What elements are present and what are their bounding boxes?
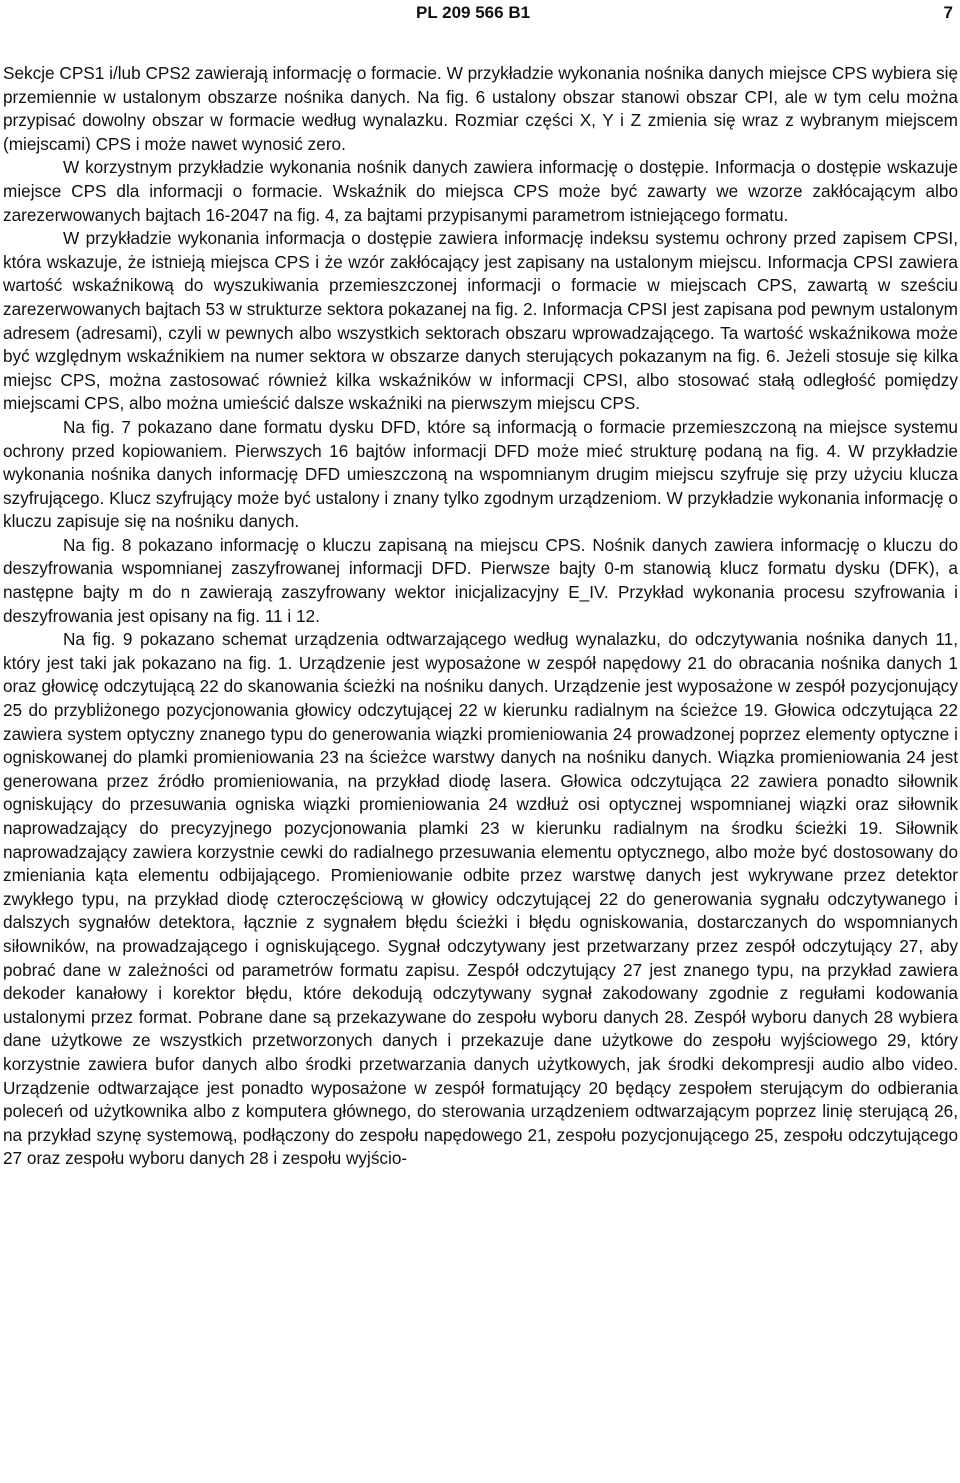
patent-number: PL 209 566 B1 <box>416 3 531 22</box>
paragraph: W przykładzie wykonania informacja o dostępie zawiera informację indeksu systemu ochrony przed zapisem CPSI, która wskazuje, że istnieją miejsca CPS i że wzór zakłócający jest zapisany na ustalonym miejscu. Informacja CPSI zawiera wartość wskaźnikową do wyszukiwania przemieszczonej informacji o formacie w miejscach CPS, zawartą w sześciu zarezerwowanych bajtach 53 w strukturze sektora pokazanej na fig. 2. Informacja CPSI jest zapisana pod pewnym ustalonym adresem (adresami), czyli w pewnych albo wszystkich sektorach obszaru wprowadzającego. Ta wartość wskaźnikowa może być względnym wskaźnikiem na numer sektora w obszarze danych sterujących pokazanym na fig. 6. Jeżeli stosuje się kilka miejsc CPS, można zastosować również kilka wskaźników w informacji CPSI, albo stosować stałą odległość pomiędzy miejscami CPS, albo można umieścić dalsze wskaźniki na pierwszym miejscu CPS. <box>3 228 958 414</box>
page-header <box>0 0 960 40</box>
paragraph: W korzystnym przykładzie wykonania nośnik danych zawiera informację o dostępie. Informacja o dostępie wskazuje miejsce CPS dla informacji o formacie. Wskaźnik do miejsca CPS może być zawarty we wzorze zakłócającym albo zarezerwowanych bajtach 16-2047 na fig. 4, za bajtami przypisanymi parametrom istniejącego formatu. <box>3 157 958 225</box>
page-number: 7 <box>943 3 953 22</box>
paragraph: Na fig. 7 pokazano dane formatu dysku DFD, które są informacją o formacie przemieszczoną na miejsce systemu ochrony przed kopiowaniem. Pierwszych 16 bajtów informacji DFD może mieć strukturę podaną na fig. 4. W przykładzie wykonania nośnika danych informację DFD umieszczoną na wspomnianym drugim miejscu szyfruje się przy użyciu klucza szyfrującego. Klucz szyfrujący może być ustalony i znany tylko zgodnym urządzeniom. W przykładzie wykonania informację o kluczu zapisuje się na nośniku danych. <box>3 416 958 532</box>
paragraph: Na fig. 9 pokazano schemat urządzenia odtwarzającego według wynalazku, do odczytywania nośnika danych 11, który jest taki jak pokazano na fig. 1. Urządzenie jest wyposażone w zespół napędowy 21 do obracania nośnika danych 1 oraz głowicę odczytującą 22 do skanowania ścieżki na nośniku danych. Urządzenie jest wyposażone w zespół pozycjonujący 25 do przybliżonego pozycjonowania głowicy odczytującej 22 w kierunku radialnym na ścieżce 19. Głowica odczytująca 22 zawiera system optyczny znanego typu do generowania wiązki promieniowania 24 prowadzonej poprzez elementy optyczne i ogniskowanej do plamki promieniowania 23 na ścieżce warstwy danych na nośniku danych. Wiązka promieniowania 24 jest generowana przez źródło promieniowania, na przykład diodę lasera. Głowica odczytująca 22 zawiera ponadto siłownik ogniskujący do przesuwania ogniska wiązki promieniowania 24 wzdłuż osi optycznej wspomnianej wiązki oraz siłownik naprowadzający do precyzyjnego pozycjonowania plamki 23 w kierunku radialnym na środku ścieżki 19. Siłownik naprowadzający zawiera korzystnie cewki do radialnego przesuwania elementu optycznego, albo może być dostosowany do zmieniania kąta elementu odbijającego. Promieniowanie odbite przez warstwę danych jest wykrywane przez detektor zwykłego typu, na przykład diodę czteroczęściową w głowicy odczytującej 22 do generowania sygnału odczytywanego i dalszych sygnałów detektora, łącznie z sygnałem błędu ścieżki i błędu ogniskowania, dostarczanych do wspomnianych siłowników, na prowadzającego i ogniskującego. Sygnał odczytywany jest przetwarzany przez zespół odczytujący 27, aby pobrać dane w zależności od parametrów formatu zapisu. Zespół odczytujący 27 jest znanego typu, na przykład zawiera dekoder kanałowy i korektor błędu, które dekodują odczytywany sygnał zakodowany zgodnie z regułami kodowania ustalonymi przez format. Pobrane dane są przekazywane do zespołu wyboru danych 28. Zespół wyboru danych 28 wybiera dane użytkowe ze wszystkich przetworzonych danych i przekazuje dane użytkowe do zespołu wyjściowego 29, który korzystnie zawiera bufor danych albo środki przetwarzania danych użytkowych, jak środki dekompresji audio albo video. Urządzenie odtwarzające jest ponadto wyposażone w zespół formatujący 20 będący zespołem sterującym do odbierania poleceń od użytkownika albo z komputera głównego, do sterowania urządzeniem odtwarzającym poprzez linię sterującą 26, na przykład szynę systemową, podłączony do zespołu napędowego 21, zespołu pozycjonującego 25, zespołu odczytującego 27 oraz zespołu wyboru danych 28 i zespołu wyjścio- <box>3 629 958 1169</box>
paragraph: Sekcje CPS1 i/lub CPS2 zawierają informację o formacie. W przykładzie wykonania nośnika danych miejsce CPS wybiera się przemiennie w ustalonym obszarze nośnika danych. Na fig. 6 ustalony obszar stanowi obszar CPI, ale w tym celu można przypisać dowolny obszar w formacie według wynalazku. Rozmiar części X, Y i Z zmienia się wraz z wybranym miejscem (miejscami) CPS i może nawet wynosić zero. <box>3 63 958 154</box>
paragraph: Na fig. 8 pokazano informację o kluczu zapisaną na miejscu CPS. Nośnik danych zawiera informację o kluczu do deszyfrowania wspomnianej zaszyfrowanej informacji DFD. Pierwsze bajty 0-m stanowią klucz formatu dysku (DFK), a następne bajty m do n zawierają zaszyfrowany wektor inicjalizacyjny E_IV. Przykład wykonania procesu szyfrowania i deszyfrowania jest opisany na fig. 11 i 12. <box>3 534 958 626</box>
document-body <box>3 62 958 1171</box>
